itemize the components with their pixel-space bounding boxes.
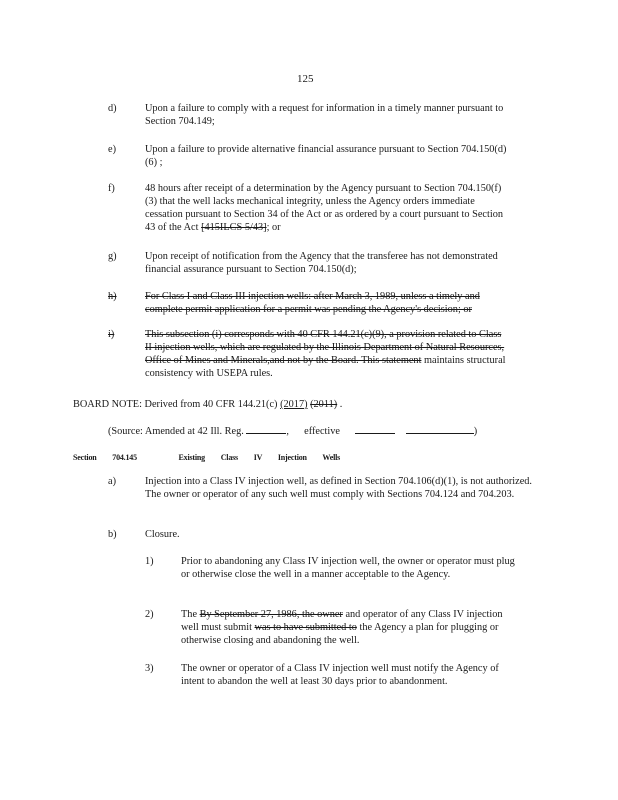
item-i-struck-text: This subsection (i) corresponds with 40 CFR 144.21(c)(9), a provision related to Class II injection wells, which are regulated by the Illinois Department of Natural Resources, Office of Mines and Minerals,and not by the Board. This statement	[145, 329, 505, 366]
section-item-a-label: a)	[108, 476, 116, 487]
closure-2-part1: The	[181, 609, 200, 620]
item-f-text-end: ; or	[266, 222, 281, 233]
item-g-text: Upon receipt of notification from the Agency that the transferee has not demonstrated financial assurance pursuant to Section 704.150(d);	[145, 251, 498, 275]
item-d-label: d)	[108, 103, 117, 114]
closure-2-struck2: was to have submitted to	[254, 622, 357, 633]
source-comma: ,	[286, 426, 289, 437]
item-d-text: Upon a failure to comply with a request for information in a timely manner pursuant to Section 704.149;	[145, 103, 504, 127]
board-note	[73, 398, 553, 411]
source-close: )	[473, 426, 478, 437]
item-g-label: g)	[108, 251, 117, 262]
item-i-label: i)	[108, 329, 115, 340]
closure-item-1-label: 1)	[145, 556, 154, 567]
closure-item-1-text: Prior to abandoning any Class IV injection well, the owner or operator must plug or otherwise close the well in a manner acceptable to the Agency.	[181, 556, 515, 580]
item-e-label: e)	[108, 144, 116, 155]
item-f-text	[145, 182, 510, 234]
section-item-b-label: b)	[108, 529, 117, 540]
effective-date-blank	[355, 424, 395, 434]
source-text: (Source: Amended at 42 Ill. Reg.	[108, 426, 244, 437]
board-note-struck-year: (2011)	[310, 399, 338, 410]
section-item-b-text: Closure.	[145, 529, 180, 540]
source-effective: effective	[304, 426, 340, 437]
closure-item-2-label: 2)	[145, 609, 154, 620]
source-line	[108, 424, 528, 438]
closure-item-2-text	[181, 608, 516, 647]
section-item-a-text: Injection into a Class IV injection well, as defined in Section 704.106(d)(1), is not authorized. The owner or operator of any such well must comply with Sections 704.124 and 704.203.	[145, 476, 533, 500]
page-number: 125	[297, 73, 314, 85]
closure-2-part3: the Agency a plan for plugging or otherwise closing and abandoning the well.	[181, 622, 499, 646]
item-f-label: f)	[108, 183, 115, 194]
item-i-text-end: maintains structural consistency with USEPA rules.	[145, 355, 506, 379]
closure-item-3-label: 3)	[145, 663, 154, 674]
item-h-label: h)	[108, 291, 117, 302]
item-e-text: Upon a failure to provide alternative financial assurance pursuant to Section 704.150(d)(6) ;	[145, 144, 507, 168]
item-h-text: For Class I and Class III injection wells: after March 3, 1989, unless a timely and complete permit application for a permit was pending the Agency's decision; or	[145, 291, 480, 315]
board-note-inserted-year: (2017)	[280, 399, 308, 410]
section-heading	[73, 451, 340, 464]
closure-item-3-text: The owner or operator of a Class IV injection well must notify the Agency of intent to abandon the well at least 30 days prior to abandonment.	[181, 663, 499, 687]
item-i-text	[145, 328, 510, 380]
board-note-end: .	[339, 399, 343, 410]
closure-2-part2: and operator of any Class IV injection well must submit	[181, 609, 503, 633]
section-number: Section 704.145	[73, 453, 137, 462]
closure-2-struck1: By September 27, 1986, the owner	[199, 609, 343, 620]
section-title: Existing Class IV Injection Wells	[178, 453, 341, 462]
register-page-blank	[246, 424, 286, 434]
effective-date-blank-2	[406, 424, 474, 434]
item-f-struck-citation: [415ILCS 5/43]	[201, 222, 267, 233]
item-f-text-main: 48 hours after receipt of a determination by the Agency pursuant to Section 704.150(f)(3) that the well lacks mechanical integrity, unless the Agency orders immediate cessation pursuant to Section 34 of the Act or as ordered by a court pursuant to Section 43 of the Act	[145, 183, 504, 233]
board-note-text: BOARD NOTE: Derived from 40 CFR 144.21(c)	[73, 399, 278, 410]
